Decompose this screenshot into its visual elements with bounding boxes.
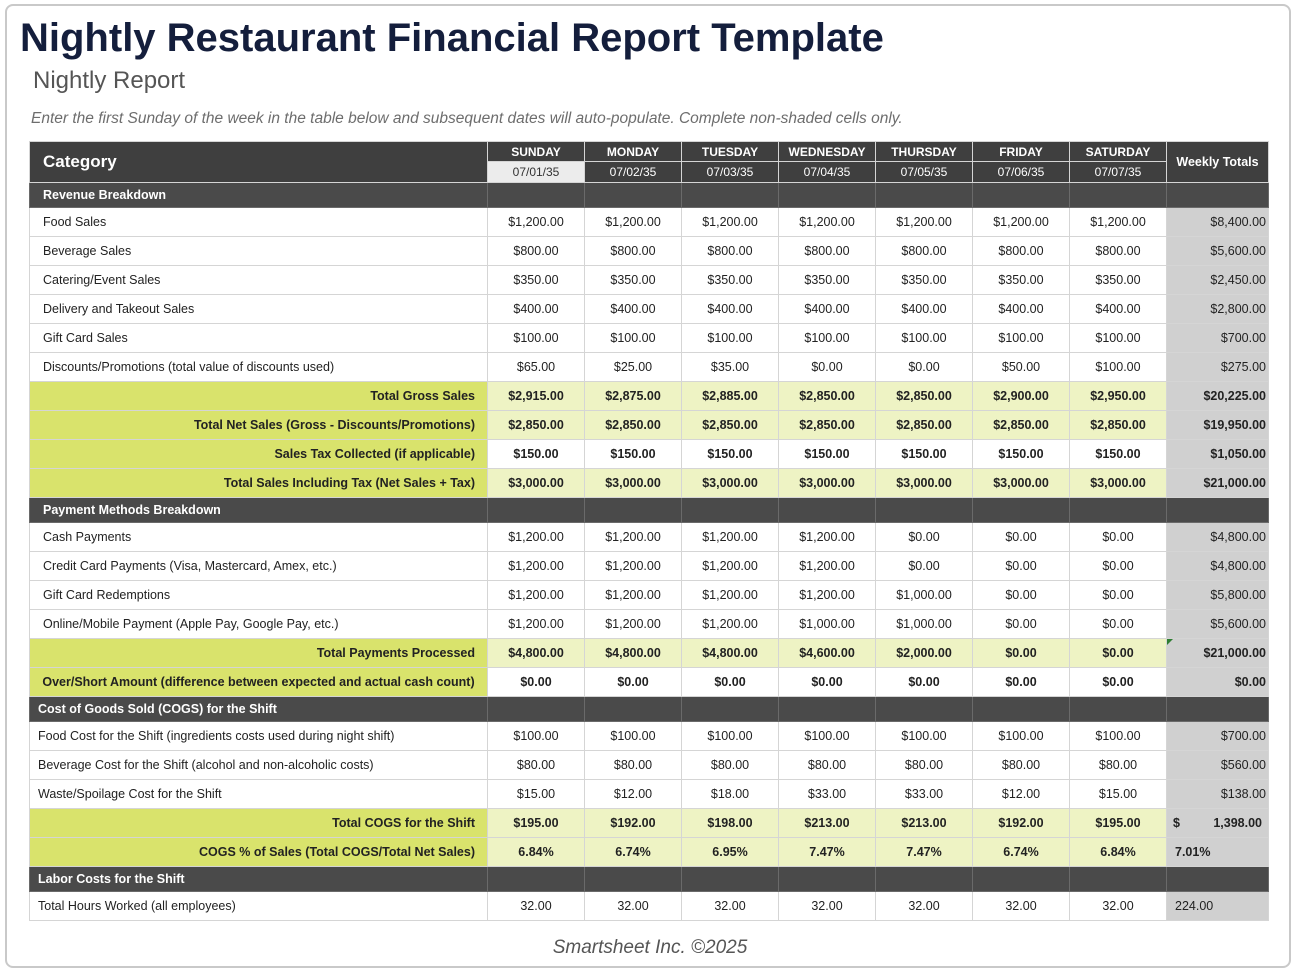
computed-value-cell: 6.74%: [973, 838, 1070, 867]
value-input-cell[interactable]: $100.00: [973, 324, 1070, 353]
computed-value-cell: $198.00: [682, 809, 779, 838]
section-blank-cell: [973, 867, 1070, 892]
section-blank-cell: [585, 183, 682, 208]
section-header-row: [30, 498, 1269, 523]
weekly-total-cell: $21,000.00: [1167, 469, 1269, 498]
table-row: [30, 324, 1269, 353]
computed-value-cell: $2,850.00: [973, 411, 1070, 440]
row-label: Delivery and Takeout Sales: [30, 295, 488, 324]
section-blank-cell: [682, 183, 779, 208]
weekly-total-cell: $19,950.00: [1167, 411, 1269, 440]
computed-value-cell: $195.00: [488, 809, 585, 838]
section-blank-cell: [682, 697, 779, 722]
value-input-cell[interactable]: $800.00: [682, 237, 779, 266]
weekly-total-cell: $2,800.00: [1167, 295, 1269, 324]
value-input-cell[interactable]: $1,000.00: [876, 610, 973, 639]
computed-value-cell: $150.00: [973, 440, 1070, 469]
value-input-cell[interactable]: $1,200.00: [1070, 208, 1167, 237]
value-input-cell[interactable]: $100.00: [779, 722, 876, 751]
value-input-cell[interactable]: $1,200.00: [585, 610, 682, 639]
section-blank-cell: [876, 498, 973, 523]
section-blank-cell: [1070, 697, 1167, 722]
computed-value-cell: $2,850.00: [488, 411, 585, 440]
value-input-cell[interactable]: $80.00: [1070, 751, 1167, 780]
row-label: Online/Mobile Payment (Apple Pay, Google Pay, etc.): [30, 610, 488, 639]
row-label: Total COGS for the Shift: [30, 809, 488, 838]
value-input-cell[interactable]: 32.00: [779, 892, 876, 921]
value-input-cell[interactable]: $12.00: [585, 780, 682, 809]
row-label: Gift Card Sales: [30, 324, 488, 353]
section-blank-cell: [876, 697, 973, 722]
row-label: Total Net Sales (Gross - Discounts/Promotions): [30, 411, 488, 440]
value-input-cell[interactable]: 32.00: [488, 892, 585, 921]
value-input-cell[interactable]: $100.00: [585, 722, 682, 751]
value-input-cell[interactable]: $0.00: [876, 552, 973, 581]
section-title: Revenue Breakdown: [30, 183, 488, 208]
value-input-cell[interactable]: $1,200.00: [682, 552, 779, 581]
value-input-cell[interactable]: $400.00: [876, 295, 973, 324]
value-input-cell[interactable]: $100.00: [682, 722, 779, 751]
row-label: Credit Card Payments (Visa, Mastercard, Amex, etc.): [30, 552, 488, 581]
table-row: [30, 208, 1269, 237]
value-input-cell[interactable]: $350.00: [1070, 266, 1167, 295]
computed-value-cell: 6.74%: [585, 838, 682, 867]
row-label: Gift Card Redemptions: [30, 581, 488, 610]
computed-value-cell: $0.00: [585, 668, 682, 697]
day-header-friday: FRIDAY: [973, 142, 1070, 162]
value-input-cell[interactable]: $1,200.00: [585, 581, 682, 610]
row-label: Total Sales Including Tax (Net Sales + Tax): [30, 469, 488, 498]
value-input-cell[interactable]: $1,200.00: [488, 581, 585, 610]
value-input-cell[interactable]: $1,200.00: [682, 610, 779, 639]
computed-value-cell: $2,900.00: [973, 382, 1070, 411]
date-cell-wednesday: 07/04/35: [779, 162, 876, 183]
weekly-total-cell: $5,800.00: [1167, 581, 1269, 610]
value-input-cell[interactable]: $80.00: [876, 751, 973, 780]
weekly-total-cell: $0.00: [1167, 668, 1269, 697]
value-input-cell[interactable]: $400.00: [779, 295, 876, 324]
table-row: [30, 266, 1269, 295]
nightly-report-table: [29, 141, 1269, 921]
section-blank-cell: [682, 867, 779, 892]
row-label: Waste/Spoilage Cost for the Shift: [30, 780, 488, 809]
computed-value-cell: $2,875.00: [585, 382, 682, 411]
weekly-total-cell: $5,600.00: [1167, 610, 1269, 639]
computed-value-cell: $3,000.00: [779, 469, 876, 498]
section-blank-cell: [779, 697, 876, 722]
value-input-cell[interactable]: $100.00: [682, 324, 779, 353]
value-input-cell[interactable]: $1,200.00: [585, 523, 682, 552]
section-blank-cell: [488, 697, 585, 722]
computed-value-cell: $150.00: [876, 440, 973, 469]
value-input-cell[interactable]: $65.00: [488, 353, 585, 382]
instructions-text: Enter the first Sunday of the week in the table below and subsequent dates will auto-populate. Complete non-shaded cells only.: [31, 110, 903, 127]
computed-value-cell: $150.00: [585, 440, 682, 469]
value-input-cell[interactable]: 32.00: [1070, 892, 1167, 921]
computed-value-cell: $213.00: [779, 809, 876, 838]
date-input-sunday[interactable]: 07/01/35: [488, 162, 585, 183]
value-input-cell[interactable]: $1,200.00: [488, 552, 585, 581]
computed-value-cell: $2,950.00: [1070, 382, 1167, 411]
row-label: Discounts/Promotions (total value of discounts used): [30, 353, 488, 382]
value-input-cell[interactable]: $0.00: [876, 353, 973, 382]
summary-row: [30, 809, 1269, 838]
computed-value-cell: $2,885.00: [682, 382, 779, 411]
value-input-cell[interactable]: $800.00: [779, 237, 876, 266]
computed-value-cell: $3,000.00: [973, 469, 1070, 498]
date-cell-tuesday: 07/03/35: [682, 162, 779, 183]
section-blank-cell: [1070, 183, 1167, 208]
table-row: [30, 523, 1269, 552]
weekly-total-cell: $700.00: [1167, 722, 1269, 751]
value-input-cell[interactable]: $100.00: [779, 324, 876, 353]
table-row: [30, 295, 1269, 324]
value-input-cell[interactable]: $80.00: [682, 751, 779, 780]
value-input-cell[interactable]: $800.00: [488, 237, 585, 266]
value-input-cell[interactable]: $800.00: [876, 237, 973, 266]
section-blank-cell: [1167, 867, 1269, 892]
value-input-cell[interactable]: $1,000.00: [779, 610, 876, 639]
day-header-sunday: SUNDAY: [488, 142, 585, 162]
computed-value-cell: $0.00: [876, 668, 973, 697]
value-input-cell[interactable]: 32.00: [876, 892, 973, 921]
computed-value-cell: $0.00: [1070, 639, 1167, 668]
section-blank-cell: [876, 867, 973, 892]
value-input-cell[interactable]: $12.00: [973, 780, 1070, 809]
weekly-total-cell: $275.00: [1167, 353, 1269, 382]
weekly-total-cell: 7.01%: [1167, 838, 1269, 867]
computed-value-cell: $0.00: [973, 639, 1070, 668]
weekly-total-cell: $1,050.00: [1167, 440, 1269, 469]
value-input-cell[interactable]: $0.00: [1070, 523, 1167, 552]
value-input-cell[interactable]: $350.00: [779, 266, 876, 295]
value-input-cell[interactable]: $350.00: [682, 266, 779, 295]
section-header-row: [30, 697, 1269, 722]
computed-value-cell: $2,915.00: [488, 382, 585, 411]
computed-value-cell: $2,850.00: [779, 382, 876, 411]
computed-value-cell: $192.00: [585, 809, 682, 838]
section-blank-cell: [973, 697, 1070, 722]
computed-value-cell: $3,000.00: [488, 469, 585, 498]
date-cell-thursday: 07/05/35: [876, 162, 973, 183]
section-header-row: [30, 183, 1269, 208]
table-row: [30, 353, 1269, 382]
computed-value-cell: $0.00: [488, 668, 585, 697]
weekly-total-cell: $4,800.00: [1167, 552, 1269, 581]
row-label: Total Payments Processed: [30, 639, 488, 668]
value-input-cell[interactable]: 32.00: [682, 892, 779, 921]
value-input-cell[interactable]: $1,200.00: [779, 523, 876, 552]
currency-symbol: $: [1173, 816, 1180, 830]
value-input-cell[interactable]: $1,200.00: [779, 208, 876, 237]
value-input-cell[interactable]: $0.00: [1070, 610, 1167, 639]
value-input-cell[interactable]: $35.00: [682, 353, 779, 382]
section-header-row: [30, 867, 1269, 892]
weekly-total-cell: $700.00: [1167, 324, 1269, 353]
computed-value-cell: $2,850.00: [876, 411, 973, 440]
value-input-cell[interactable]: $1,200.00: [488, 208, 585, 237]
value-input-cell[interactable]: $1,200.00: [779, 581, 876, 610]
section-title: Labor Costs for the Shift: [30, 867, 488, 892]
value-input-cell[interactable]: $400.00: [585, 295, 682, 324]
weekly-total-cell: $5,600.00: [1167, 237, 1269, 266]
computed-value-cell: $3,000.00: [682, 469, 779, 498]
computed-value-cell: $2,000.00: [876, 639, 973, 668]
section-blank-cell: [779, 183, 876, 208]
page-subtitle: Nightly Report: [33, 67, 186, 94]
weekly-total-cell: [1167, 809, 1269, 838]
value-input-cell[interactable]: $80.00: [779, 751, 876, 780]
weekly-total-cell: $21,000.00: [1167, 639, 1269, 668]
total-amount: 1,398.00: [1213, 816, 1262, 830]
day-header-thursday: THURSDAY: [876, 142, 973, 162]
section-blank-cell: [682, 498, 779, 523]
day-header-monday: MONDAY: [585, 142, 682, 162]
row-label: Total Hours Worked (all employees): [30, 892, 488, 921]
table-row: [30, 610, 1269, 639]
value-input-cell[interactable]: $100.00: [973, 722, 1070, 751]
table-row: [30, 892, 1269, 921]
computed-value-cell: $0.00: [1070, 668, 1167, 697]
value-input-cell[interactable]: $100.00: [585, 324, 682, 353]
day-header-wednesday: WEDNESDAY: [779, 142, 876, 162]
report-body: [30, 142, 1269, 921]
value-input-cell[interactable]: $0.00: [973, 610, 1070, 639]
summary-row: [30, 639, 1269, 668]
section-title: Cost of Goods Sold (COGS) for the Shift: [30, 697, 488, 722]
row-label: Sales Tax Collected (if applicable): [30, 440, 488, 469]
computed-value-cell: $4,600.00: [779, 639, 876, 668]
computed-value-cell: $195.00: [1070, 809, 1167, 838]
category-header: Category: [30, 142, 488, 183]
computed-value-cell: $150.00: [779, 440, 876, 469]
computed-value-cell: 6.84%: [488, 838, 585, 867]
computed-value-cell: $3,000.00: [876, 469, 973, 498]
computed-value-cell: 6.95%: [682, 838, 779, 867]
value-input-cell[interactable]: $800.00: [1070, 237, 1167, 266]
weekly-total-cell: $4,800.00: [1167, 523, 1269, 552]
section-blank-cell: [876, 183, 973, 208]
value-input-cell[interactable]: $100.00: [876, 324, 973, 353]
value-input-cell[interactable]: $0.00: [779, 353, 876, 382]
computed-value-cell: $3,000.00: [1070, 469, 1167, 498]
section-blank-cell: [585, 867, 682, 892]
date-cell-friday: 07/06/35: [973, 162, 1070, 183]
value-input-cell[interactable]: 32.00: [973, 892, 1070, 921]
value-input-cell[interactable]: $25.00: [585, 353, 682, 382]
value-input-cell[interactable]: $100.00: [488, 722, 585, 751]
weekly-total-cell: $560.00: [1167, 751, 1269, 780]
value-input-cell[interactable]: $100.00: [1070, 324, 1167, 353]
section-blank-cell: [1167, 498, 1269, 523]
computed-value-cell: $4,800.00: [488, 639, 585, 668]
value-input-cell[interactable]: $400.00: [682, 295, 779, 324]
computed-value-cell: $150.00: [682, 440, 779, 469]
value-input-cell[interactable]: $33.00: [779, 780, 876, 809]
row-label: Catering/Event Sales: [30, 266, 488, 295]
value-input-cell[interactable]: $80.00: [973, 751, 1070, 780]
value-input-cell[interactable]: $18.00: [682, 780, 779, 809]
value-input-cell[interactable]: $1,200.00: [585, 552, 682, 581]
value-input-cell[interactable]: $0.00: [1070, 581, 1167, 610]
value-input-cell[interactable]: $33.00: [876, 780, 973, 809]
summary-row: [30, 668, 1269, 697]
value-input-cell[interactable]: $1,000.00: [876, 581, 973, 610]
value-input-cell[interactable]: $350.00: [876, 266, 973, 295]
value-input-cell[interactable]: $15.00: [488, 780, 585, 809]
section-blank-cell: [973, 498, 1070, 523]
table-row: [30, 780, 1269, 809]
value-input-cell[interactable]: $0.00: [1070, 552, 1167, 581]
value-input-cell[interactable]: $800.00: [585, 237, 682, 266]
value-input-cell[interactable]: $350.00: [973, 266, 1070, 295]
footer-copyright: Smartsheet Inc. ©2025: [552, 937, 748, 958]
summary-row: [30, 382, 1269, 411]
computed-value-cell: 7.47%: [876, 838, 973, 867]
row-label: Food Sales: [30, 208, 488, 237]
computed-value-cell: $150.00: [1070, 440, 1167, 469]
value-input-cell[interactable]: $800.00: [973, 237, 1070, 266]
computed-value-cell: $150.00: [488, 440, 585, 469]
computed-value-cell: $0.00: [779, 668, 876, 697]
weekly-total-cell: $2,450.00: [1167, 266, 1269, 295]
computed-value-cell: $2,850.00: [876, 382, 973, 411]
table-row: [30, 751, 1269, 780]
weekly-total-cell: 224.00: [1167, 892, 1269, 921]
page-title: Nightly Restaurant Financial Report Template: [20, 16, 884, 60]
date-cell-saturday: 07/07/35: [1070, 162, 1167, 183]
value-input-cell[interactable]: $100.00: [1070, 353, 1167, 382]
value-input-cell[interactable]: $1,200.00: [585, 208, 682, 237]
value-input-cell[interactable]: $80.00: [488, 751, 585, 780]
value-input-cell[interactable]: $1,200.00: [682, 523, 779, 552]
value-input-cell[interactable]: $0.00: [973, 581, 1070, 610]
section-blank-cell: [488, 183, 585, 208]
section-blank-cell: [585, 498, 682, 523]
row-label: Beverage Sales: [30, 237, 488, 266]
value-input-cell[interactable]: $0.00: [973, 552, 1070, 581]
value-input-cell[interactable]: $1,200.00: [682, 208, 779, 237]
value-input-cell[interactable]: $350.00: [585, 266, 682, 295]
section-blank-cell: [1167, 183, 1269, 208]
row-label: Cash Payments: [30, 523, 488, 552]
computed-value-cell: $2,850.00: [779, 411, 876, 440]
value-input-cell[interactable]: $400.00: [488, 295, 585, 324]
section-blank-cell: [1070, 498, 1167, 523]
computed-value-cell: $4,800.00: [682, 639, 779, 668]
section-blank-cell: [779, 498, 876, 523]
weekly-totals-header: Weekly Totals: [1167, 142, 1269, 183]
value-input-cell[interactable]: $1,200.00: [973, 208, 1070, 237]
computed-value-cell: $2,850.00: [585, 411, 682, 440]
row-label: Beverage Cost for the Shift (alcohol and non-alcoholic costs): [30, 751, 488, 780]
weekly-total-cell: $8,400.00: [1167, 208, 1269, 237]
value-input-cell[interactable]: $1,200.00: [876, 208, 973, 237]
value-input-cell[interactable]: $0.00: [973, 523, 1070, 552]
computed-value-cell: 6.84%: [1070, 838, 1167, 867]
row-label: Over/Short Amount (difference between expected and actual cash count): [30, 668, 488, 697]
section-blank-cell: [585, 697, 682, 722]
table-row: [30, 722, 1269, 751]
value-input-cell[interactable]: $100.00: [876, 722, 973, 751]
value-input-cell[interactable]: $1,200.00: [682, 581, 779, 610]
value-input-cell[interactable]: $400.00: [1070, 295, 1167, 324]
table-row: [30, 552, 1269, 581]
computed-value-cell: $192.00: [973, 809, 1070, 838]
day-header-saturday: SATURDAY: [1070, 142, 1167, 162]
value-input-cell[interactable]: $400.00: [973, 295, 1070, 324]
value-input-cell[interactable]: $15.00: [1070, 780, 1167, 809]
computed-value-cell: $213.00: [876, 809, 973, 838]
date-cell-monday: 07/02/35: [585, 162, 682, 183]
computed-value-cell: $3,000.00: [585, 469, 682, 498]
value-input-cell[interactable]: $100.00: [488, 324, 585, 353]
summary-row: [30, 411, 1269, 440]
section-blank-cell: [488, 867, 585, 892]
table-row: [30, 237, 1269, 266]
value-input-cell[interactable]: $80.00: [585, 751, 682, 780]
row-label: COGS % of Sales (Total COGS/Total Net Sales): [30, 838, 488, 867]
computed-value-cell: $0.00: [973, 668, 1070, 697]
value-input-cell[interactable]: $0.00: [876, 523, 973, 552]
weekly-total-cell: $138.00: [1167, 780, 1269, 809]
header-row-days: [30, 142, 1269, 162]
value-input-cell[interactable]: $1,200.00: [488, 523, 585, 552]
table-row: [30, 581, 1269, 610]
weekly-total-cell: $20,225.00: [1167, 382, 1269, 411]
row-label: Food Cost for the Shift (ingredients costs used during night shift): [30, 722, 488, 751]
row-label: Total Gross Sales: [30, 382, 488, 411]
value-input-cell[interactable]: $1,200.00: [779, 552, 876, 581]
section-blank-cell: [779, 867, 876, 892]
section-blank-cell: [1167, 697, 1269, 722]
value-input-cell[interactable]: 32.00: [585, 892, 682, 921]
summary-row: [30, 440, 1269, 469]
computed-value-cell: $0.00: [682, 668, 779, 697]
value-input-cell[interactable]: $50.00: [973, 353, 1070, 382]
section-blank-cell: [1070, 867, 1167, 892]
section-title: Payment Methods Breakdown: [30, 498, 488, 523]
value-input-cell[interactable]: $100.00: [1070, 722, 1167, 751]
value-input-cell[interactable]: $1,200.00: [488, 610, 585, 639]
section-blank-cell: [973, 183, 1070, 208]
computed-value-cell: $4,800.00: [585, 639, 682, 668]
section-blank-cell: [488, 498, 585, 523]
computed-value-cell: $2,850.00: [682, 411, 779, 440]
summary-row: [30, 469, 1269, 498]
computed-value-cell: 7.47%: [779, 838, 876, 867]
day-header-tuesday: TUESDAY: [682, 142, 779, 162]
computed-value-cell: $2,850.00: [1070, 411, 1167, 440]
summary-row: [30, 838, 1269, 867]
value-input-cell[interactable]: $350.00: [488, 266, 585, 295]
